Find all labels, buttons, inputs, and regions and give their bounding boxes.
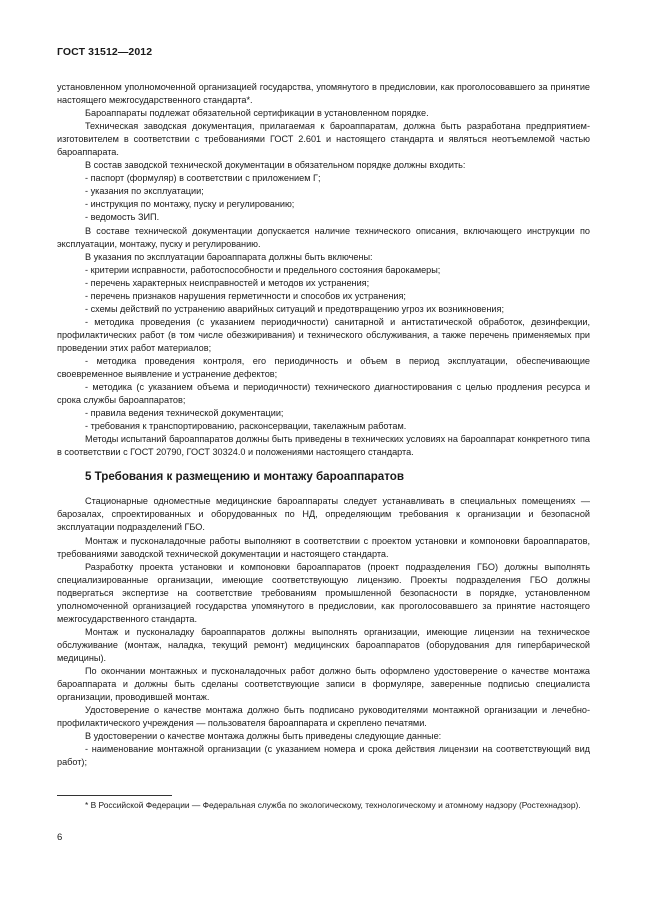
paragraph: - наименование монтажной организации (с указанием номера и срока действия лицензии на соответствующий вид работ); bbox=[57, 744, 590, 768]
page-number: 6 bbox=[57, 832, 63, 843]
paragraph: Методы испытаний бароаппаратов должны быть приведены в технических условиях на бароаппарат конкретного типа в соответствии с ГОСТ 20790, ГОСТ 30324.0 и положениями настоящего стандарта. bbox=[57, 434, 590, 458]
paragraph: В состав заводской технической документации в обязательном порядке должны входить: bbox=[85, 160, 466, 171]
paragraph: По окончании монтажных и пусконаладочных работ должно быть оформлено удостоверение о качестве монтажа бароаппарата и должны быть сделаны соответствующие записи в формуляре, заверенные подписью специалиста организации, проводившей монтаж. bbox=[57, 665, 590, 703]
paragraph: Техническая заводская документация, прилагаемая к бароаппаратам, должна быть разработана предприятием-изготовителем в соответствии с требованиями ГОСТ 2.601 и настоящего стандарта и являться неотъемлемой частью бароаппарата. bbox=[57, 121, 590, 158]
paragraph: - перечень характерных неисправностей и методов их устранения; bbox=[85, 277, 370, 288]
paragraph: - требования к транспортированию, расконсервации, такелажным работам. bbox=[85, 421, 407, 432]
paragraph: - перечень признаков нарушения герметичности и способов их устранения; bbox=[85, 290, 406, 301]
page-body bbox=[57, 81, 590, 769]
paragraph: - паспорт (формуляр) в соответствии с приложением Г; bbox=[85, 173, 321, 184]
paragraph: - методика (с указанием объема и периодичности) технического диагностирования с целью продления ресурса и срока службы бароаппаратов; bbox=[57, 382, 590, 406]
paragraph: - схемы действий по устранению аварийных ситуаций и предотвращению угроз их возникновения; bbox=[85, 303, 504, 314]
footnote bbox=[57, 799, 590, 812]
paragraphs-section-5 bbox=[57, 495, 590, 769]
footnote-text: * В Российской Федерации — Федеральная служба по экологическому, технологическому и атомному надзору (Ростехнадзор). bbox=[85, 800, 581, 810]
paragraph: - правила ведения технической документации; bbox=[85, 408, 284, 419]
paragraph: - методика проведения контроля, его периодичность и объем в период эксплуатации, обеспечивающие своевременное выявление и устранение дефектов; bbox=[57, 355, 590, 380]
paragraph: - ведомость ЗИП. bbox=[85, 212, 160, 223]
paragraph: - критерии исправности, работоспособности и предельного состояния барокамеры; bbox=[85, 264, 441, 275]
paragraph: Разработку проекта установки и компоновки бароаппаратов (проект подразделения ГБО) должны выполнять специализированные организации, имеющие соответствующую лицензию. Проекты подразделения ГБО должны подвергаться экспертизе на соответствие требованиям промышленной безопасности в порядке, установленном уполномоченной организацией государства упомянутого в предисловии, как проголосовавшего за принятие настоящего межгосударственного стандарта. bbox=[57, 561, 590, 624]
paragraph: В составе технической документации допускается наличие технического описания, включающего инструкции по эксплуатации, монтажу, пуску и регулированию. bbox=[57, 225, 590, 249]
paragraph: Стационарные одноместные медицинские бароаппараты следует устанавливать в специальных помещениях — барозалах, спроектированных и оборудованных по НД, определяющим требования к организации и безопасной эксплуатации подразделений ГБО. bbox=[57, 496, 590, 533]
paragraph: Монтаж и пусконаладочные работы выполняют в соответствии с проектом установки и компоновки бароаппаратов, требованиями заводской технической документации и настоящего стандарта. bbox=[57, 535, 590, 559]
footnote-separator bbox=[57, 795, 172, 796]
section-heading: 5 Требования к размещению и монтажу бароаппаратов bbox=[85, 470, 404, 484]
paragraph: установленном уполномоченной организацией государства, упомянутого в предисловии, как проголосовавшего за принятие настоящего межгосударственного стандарта*. bbox=[57, 82, 590, 106]
paragraph: - указания по эксплуатации; bbox=[85, 186, 204, 197]
paragraphs-before-section bbox=[57, 81, 590, 459]
standard-header: ГОСТ 31512—2012 bbox=[57, 46, 153, 58]
paragraph: Бароаппараты подлежат обязательной сертификации в установленном порядке. bbox=[85, 108, 429, 119]
paragraph: В указания по эксплуатации бароаппарата должны быть включены: bbox=[85, 251, 373, 262]
paragraph: Удостоверение о качестве монтажа должно быть подписано руководителями монтажной организации и лечебно-профилактического учреждения — пользователя бароаппарата и скреплено печатями. bbox=[57, 705, 590, 729]
paragraph: В удостоверении о качестве монтажа должны быть приведены следующие данные: bbox=[85, 731, 442, 742]
paragraph: Монтаж и пусконаладку бароаппаратов должны выполнять организации, имеющие лицензии на техническое обслуживание (монтаж, наладка, текущий ремонт) медицинских бароаппаратов (оборудования для гипербарической медицины). bbox=[57, 626, 590, 663]
paragraph: - методика проведения (с указанием периодичности) санитарной и антистатической обработок, дезинфекции, профилактических работ (в том числе обезжиривания) и технического обслуживания, а также перечень применяемых при проведении этих работ материалов; bbox=[57, 316, 590, 353]
paragraph: - инструкция по монтажу, пуску и регулированию; bbox=[85, 199, 295, 210]
